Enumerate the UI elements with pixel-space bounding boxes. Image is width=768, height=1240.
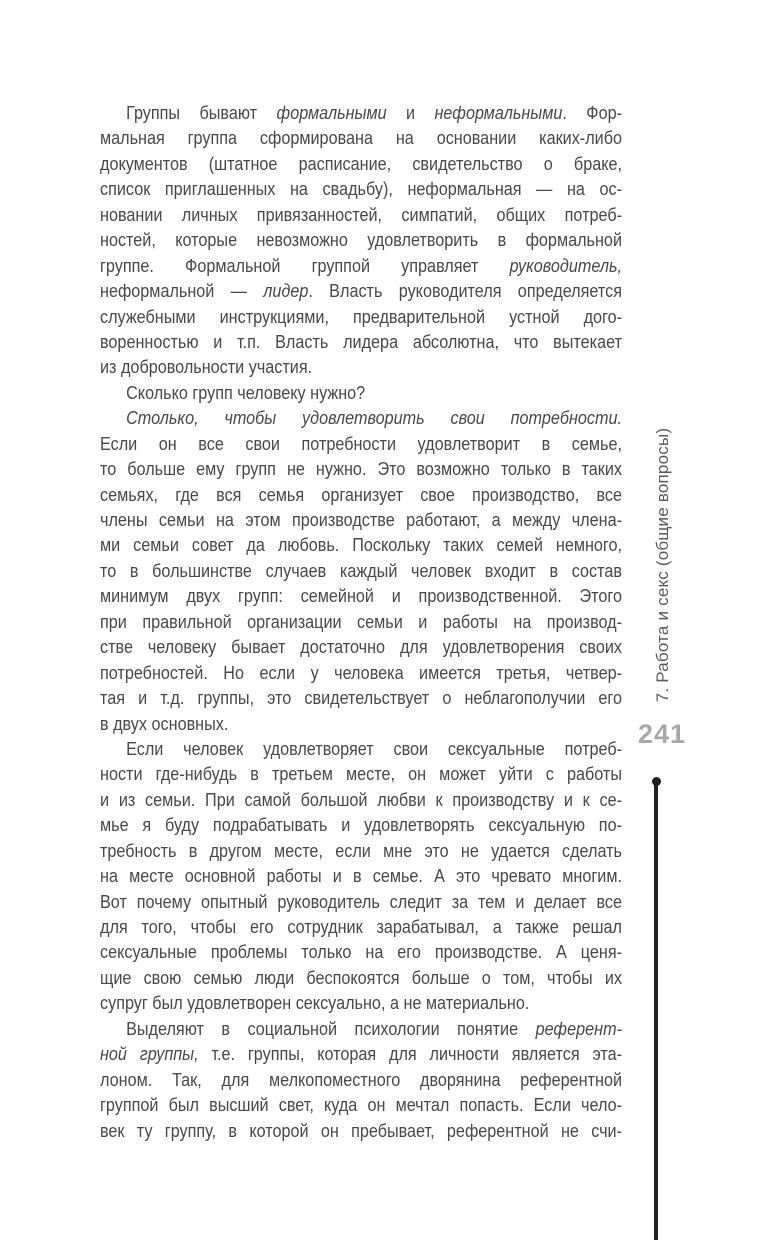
text-line [100,890,622,915]
text-segment: в двух основных. [100,713,229,734]
text-segment: щие свою семью люди беспокоятся больше о том, чтобы их [100,967,622,988]
text-segment: члены семьи на этом производстве работают, а между члена- [100,510,622,530]
text-segment: . Власть руководителя определяется [308,281,622,302]
text-segment: на месте основной работы и в семье. А это чревато многим. [100,866,622,887]
text-line [100,712,622,737]
text-segment: для того, чтобы его сотрудник зарабатывал, а также решал [100,917,622,937]
text-line [100,1093,622,1118]
text-line [100,152,622,177]
text-line [100,381,622,406]
text-line [100,813,622,838]
text-line [100,1042,622,1067]
text-segment: список приглашенных на свадьбу), неформальная — на ос- [100,179,622,200]
text-segment: группой был высший свет, куда он мечтал попасть. Если чело- [100,1095,622,1116]
text-line [100,508,622,533]
text-line [100,686,622,711]
italic-text-segment: неформальными [434,103,563,123]
text-line [100,177,622,202]
text-line [100,991,622,1016]
text-segment: Сколько групп человеку нужно? [126,382,366,403]
text-segment: тая и т.д. группы, это свидетельствует о неблагополучии его [100,688,622,709]
text-line [100,788,622,813]
italic-text-segment: руководитель, [509,255,622,276]
paragraph [100,1017,622,1144]
text-segment: . Фор- [562,103,622,123]
text-line [100,610,622,635]
italic-text-segment: лидер [263,281,309,302]
text-segment: ности где-нибудь в третьем месте, он может уйти с работы [100,764,622,785]
text-segment: супруг был удовлетворен сексуально, а не материально. [100,993,530,1014]
text-line [100,839,622,864]
text-line [100,355,622,380]
text-line [100,203,622,228]
text-segment: то в большинстве случаев каждый человек входит в состав [100,560,622,581]
text-line [100,940,622,965]
text-segment: служебными инструкциями, предварительной устной дого- [100,306,622,327]
text-segment: стве человеку бывает достаточно для удовлетворения своих [100,637,622,658]
text-line [100,305,622,330]
paragraph [100,737,622,1017]
text-segment: Если человек удовлетворяет свои сексуальные потреб- [126,738,622,759]
page-number: 241 [638,719,687,749]
text-segment: из добровольности участия. [100,357,313,378]
text-segment: Группы бывают [126,103,277,123]
paragraph [100,101,622,381]
text-line [100,559,622,584]
italic-text-segment: референт- [535,1018,622,1039]
text-segment: требность в другом месте, если мне это не удается сделать [100,840,622,861]
text-line [100,126,622,151]
text-segment: Выделяют в социальной психологии понятие [126,1018,536,1039]
text-segment: Если он все свои потребности удовлетворит в семье, [100,433,622,454]
paragraph [100,381,622,406]
text-line [100,762,622,787]
text-segment: сексуальные проблемы только на его производстве. А ценя- [100,942,622,963]
text-segment: Вот почему опытный руководитель следит за тем и делает все [100,891,622,912]
text-segment: мальная группа сформирована на основании каких-либо [100,128,622,149]
text-segment: и [386,103,435,123]
text-line [100,406,622,431]
text-segment: т.е. группы, которая для личности является эта- [198,1044,622,1065]
italic-text-segment: ной группы, [100,1044,199,1065]
text-line [100,228,622,253]
text-line [100,330,622,355]
italic-text-segment: Столько, чтобы удовлетворить свои потребности. [126,408,622,429]
text-segment: ностей, которые невозможно удовлетворить в формальной [100,230,622,251]
text-segment: неформальной — [100,281,264,302]
text-segment: и из семьи. При самой большой любви к производству и к се- [100,789,622,810]
text-line [100,533,622,558]
text-segment: потребностей. Но если у человека имеется третья, четвер- [100,662,622,683]
text-line [100,432,622,457]
text-line [100,483,622,508]
text-segment: век ту группу, в которой он пребывает, референтной не счи- [100,1120,622,1141]
text-segment: семьях, где вся семья организует свое производство, все [100,484,622,505]
text-block [100,101,622,1144]
text-line [100,1017,622,1042]
paragraph [100,406,622,737]
text-line [100,457,622,482]
text-segment: новании личных привязанностей, симпатий, общих потреб- [100,204,622,225]
text-segment: мье я буду подрабатывать и удовлетворять сексуальную по- [100,815,622,836]
text-line [100,915,622,940]
italic-text-segment: формальными [276,103,387,123]
text-line [100,661,622,686]
text-segment: то больше ему групп не нужно. Это возможно только в таких [100,459,622,480]
text-segment: минимум двух групп: семейной и производственной. Этого [100,586,622,607]
text-segment: воренностью и т.п. Власть лидера абсолютна, что вытекает [100,331,622,352]
text-segment: документов (штатное расписание, свидетельство о браке, [100,153,622,174]
margin-rule [654,781,658,1240]
text-line [100,101,622,126]
sidebar-chapter-title: 7. Работа и секс (общие вопросы) [653,427,672,703]
text-segment: при правильной организации семьи и работы на производ- [100,611,622,632]
text-line [100,864,622,889]
text-segment: группе. Формальной группой управляет [100,255,510,276]
text-line [100,737,622,762]
text-line [100,584,622,609]
text-line [100,1119,622,1144]
text-line [100,635,622,660]
text-line [100,279,622,304]
text-segment: лоном. Так, для мелкопоместного дворянина референтной [100,1069,622,1090]
text-segment: ми семьи совет да любовь. Поскольку таких семей немного, [100,535,622,556]
text-line [100,1068,622,1093]
text-line [100,254,622,279]
text-line [100,966,622,991]
